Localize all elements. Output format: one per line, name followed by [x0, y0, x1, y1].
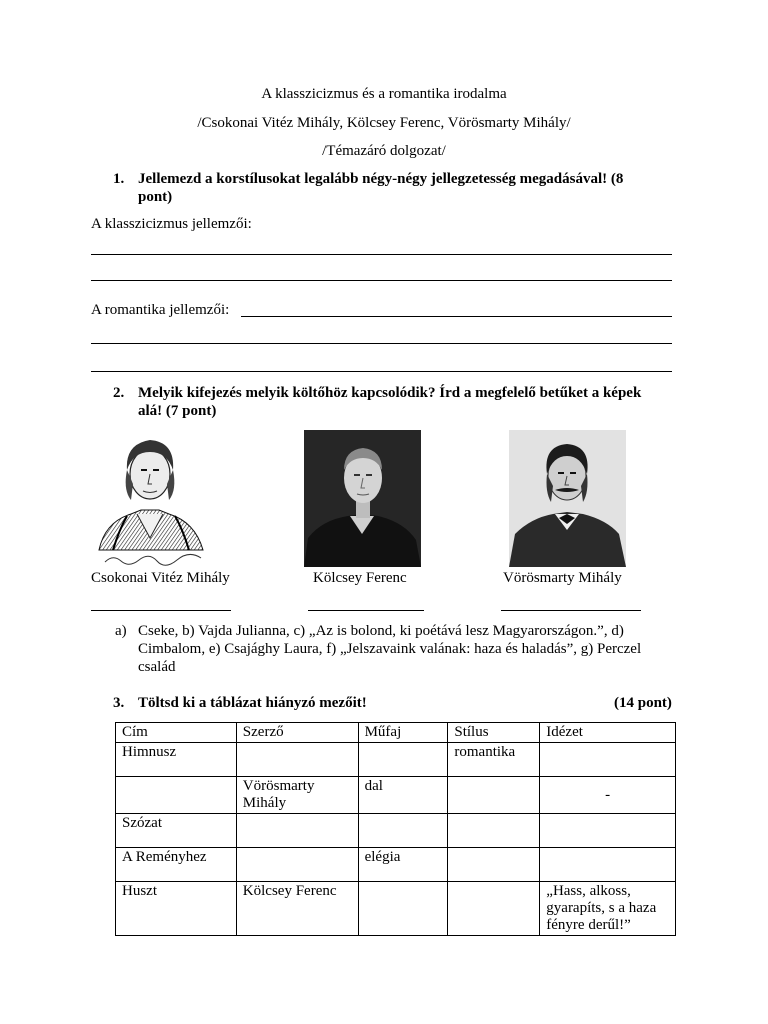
table-row: [116, 814, 676, 848]
table-header-row: [116, 723, 676, 743]
csokonai-portrait: [91, 430, 209, 570]
answer-line-vorosmarty: [501, 610, 641, 611]
poet-name-kolcsey: Kölcsey Ferenc: [313, 570, 407, 586]
header-cim: Cím: [116, 723, 237, 743]
document-subtitle: /Témazáró dolgozat/: [322, 143, 446, 159]
answer-line-kolcsey: [308, 610, 424, 611]
cell-idezet: [540, 848, 676, 882]
cell-stilus: romantika: [448, 743, 540, 777]
q2-number: 2.: [113, 385, 125, 401]
kolcsey-portrait: [304, 430, 421, 567]
cell-stilus: [448, 814, 540, 848]
q1-text-line2: pont): [138, 189, 173, 205]
options-line2: Cimbalom, e) Csajághy Laura, f) „Jelszavaink valának: haza és haladás”, g) Perczel: [138, 641, 642, 657]
q1-text-line1: Jellemezd a korstílusokat legalább négy-négy jellegzetesség megadásával! (8: [138, 171, 624, 187]
table-row: [116, 777, 676, 814]
cell-stilus: [448, 848, 540, 882]
header-mufaj: Műfaj: [358, 723, 448, 743]
cell-cim: Huszt: [116, 882, 237, 936]
cell-mufaj: [358, 814, 448, 848]
cell-mufaj: dal: [358, 777, 448, 814]
answer-line: [91, 254, 672, 255]
options-line1: Cseke, b) Vajda Julianna, c) „Az is bolond, ki poétává lesz Magyarországon.”, d): [138, 623, 624, 639]
cell-cim: A Reményhez: [116, 848, 237, 882]
cell-szerzo: [236, 743, 358, 777]
romantika-label: A romantika jellemzői:: [91, 302, 230, 318]
cell-idezet: [540, 814, 676, 848]
answer-line: [241, 316, 672, 317]
table-row: [116, 882, 676, 936]
answer-line-csokonai: [91, 610, 231, 611]
cell-idezet: -: [540, 777, 676, 814]
cell-szerzo: Vörösmarty Mihály: [236, 777, 358, 814]
options-marker: a): [115, 623, 127, 639]
cell-mufaj: [358, 743, 448, 777]
cell-idezet: „Hass, alkoss, gyarapíts, s a haza fényre derűl!”: [540, 882, 676, 936]
cell-mufaj: elégia: [358, 848, 448, 882]
cell-szerzo: Kölcsey Ferenc: [236, 882, 358, 936]
header-szerzo: Szerző: [236, 723, 358, 743]
cell-cim: [116, 777, 237, 814]
klasszicizmus-label: A klasszicizmus jellemzői:: [91, 216, 252, 232]
q2-text-line2: alá! (7 pont): [138, 403, 217, 419]
q2-text-line1: Melyik kifejezés melyik költőhöz kapcsolódik? Írd a megfelelő betűket a képek: [138, 385, 642, 401]
poet-name-vorosmarty: Vörösmarty Mihály: [503, 570, 622, 586]
q3-points: (14 pont): [614, 695, 672, 711]
table-row: [116, 848, 676, 882]
fill-in-table: [115, 722, 676, 936]
q3-text: Töltsd ki a táblázat hiányzó mezőit!: [138, 695, 367, 711]
header-stilus: Stílus: [448, 723, 540, 743]
cell-szerzo: [236, 814, 358, 848]
cell-szerzo: [236, 848, 358, 882]
answer-line: [91, 371, 672, 372]
cell-stilus: [448, 777, 540, 814]
document-title: A klasszicizmus és a romantika irodalma: [261, 86, 507, 102]
cell-mufaj: [358, 882, 448, 936]
answer-line: [91, 280, 672, 281]
cell-cim: Szózat: [116, 814, 237, 848]
header-idezet: Idézet: [540, 723, 676, 743]
answer-line: [91, 343, 672, 344]
q1-number: 1.: [113, 171, 125, 187]
vorosmarty-portrait: [509, 430, 626, 567]
cell-cim: Himnusz: [116, 743, 237, 777]
cell-idezet: [540, 743, 676, 777]
poet-name-csokonai: Csokonai Vitéz Mihály: [91, 570, 230, 586]
cell-stilus: [448, 882, 540, 936]
table-row: [116, 743, 676, 777]
options-line3: család: [138, 659, 176, 675]
q3-number: 3.: [113, 695, 125, 711]
document-authors: /Csokonai Vitéz Mihály, Kölcsey Ferenc, Vörösmarty Mihály/: [197, 115, 571, 131]
